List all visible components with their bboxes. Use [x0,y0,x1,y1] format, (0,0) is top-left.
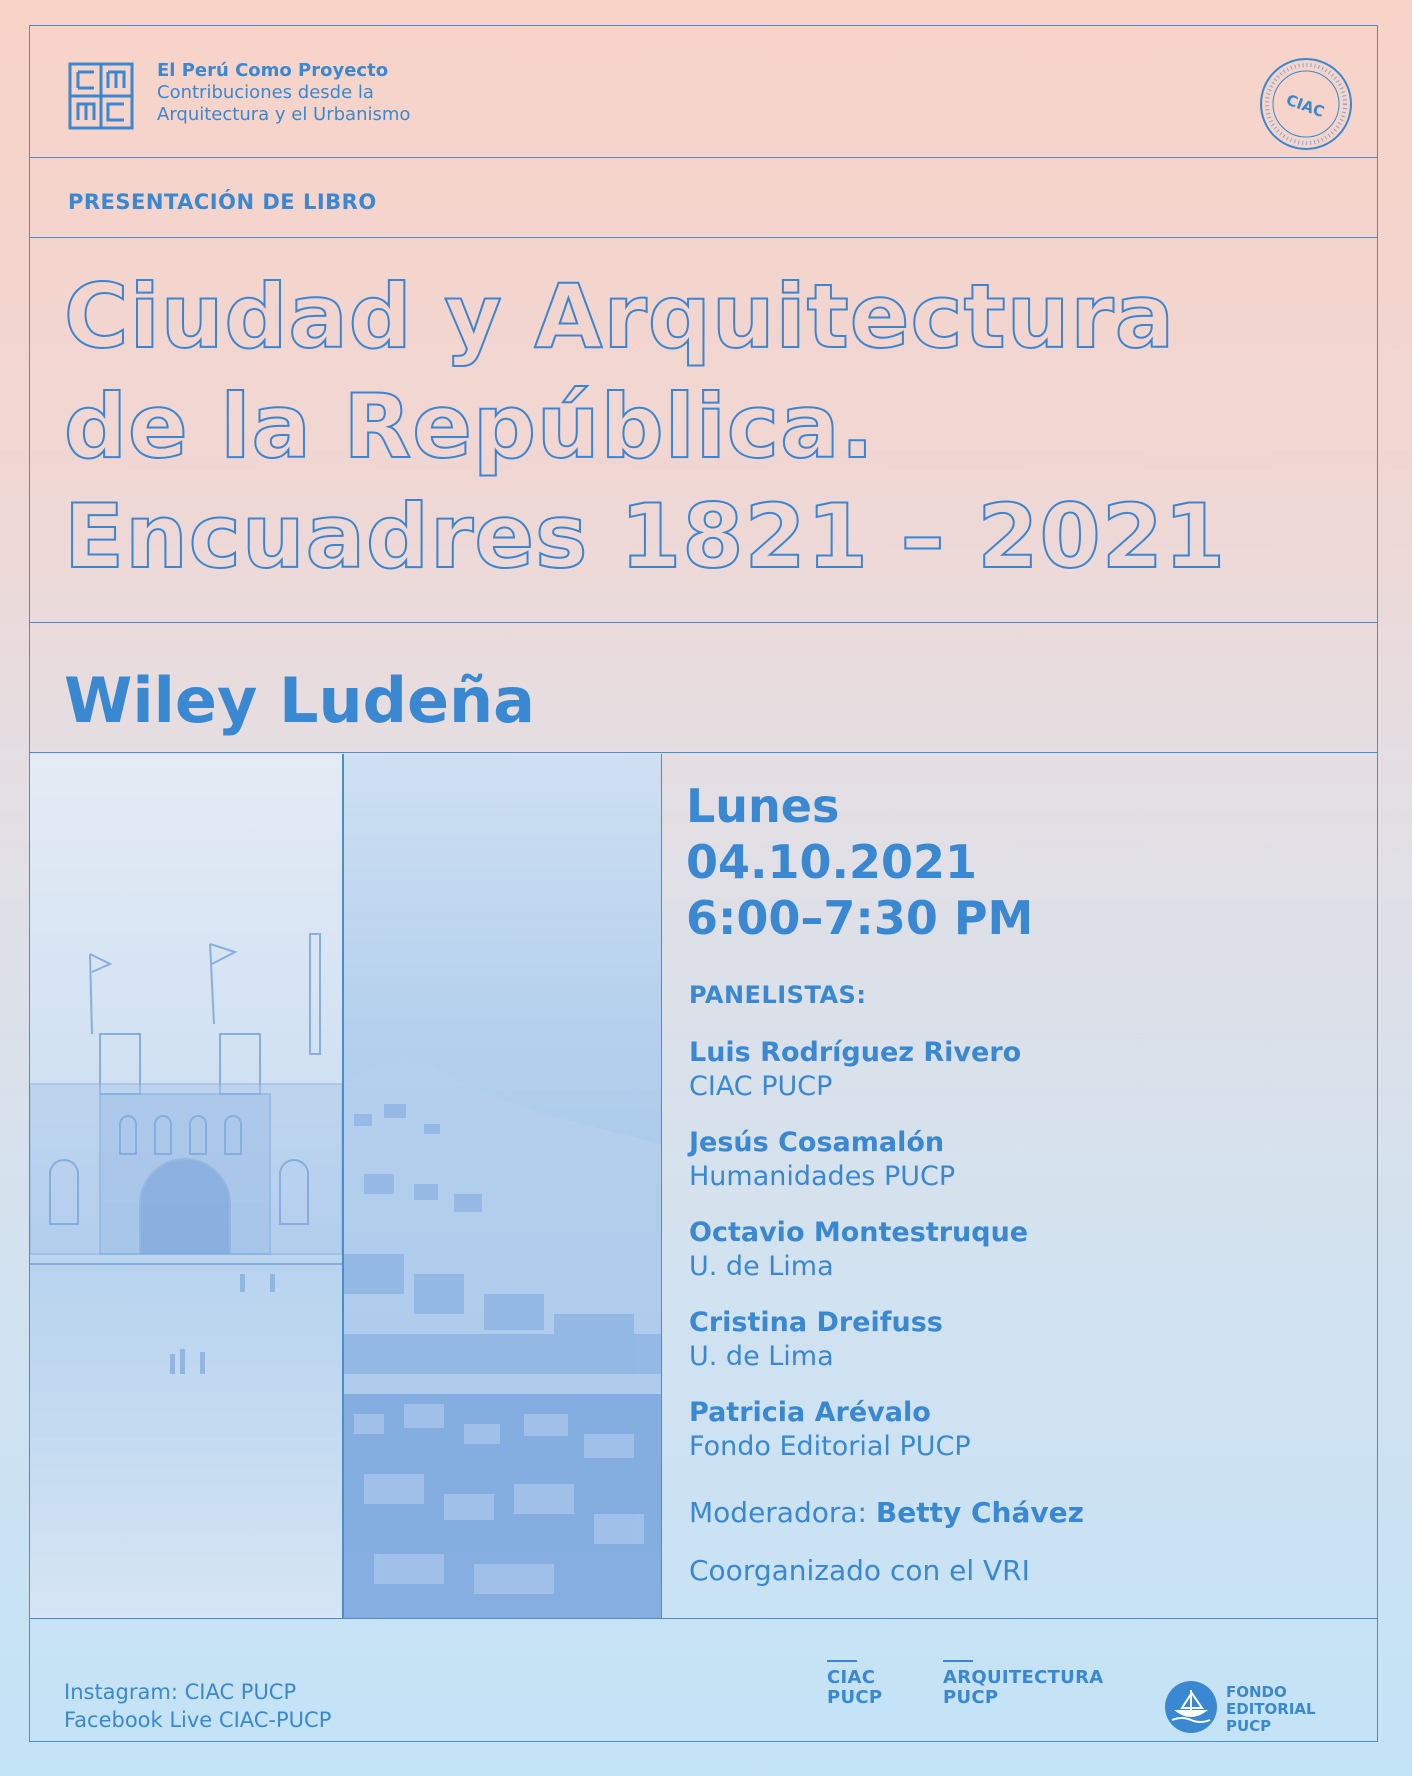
divider [30,237,1377,238]
fondo-editorial-logo: FONDO EDITORIAL PUCP [1226,1683,1316,1735]
moderator [689,1496,1084,1529]
panelist [689,1306,943,1374]
panelist-affiliation: Humanidades PUCP [689,1161,956,1192]
title-line: Ciudad y Arquitectura [64,265,1176,368]
social-links [64,1678,331,1734]
book-title [64,262,1226,592]
facebook-link[interactable]: Facebook Live CIAC-PUCP [64,1708,332,1732]
series-title: El Perú Como Proyecto [157,60,389,81]
panelist [689,1216,1028,1284]
moderator-name: Betty Chávez [875,1496,1084,1529]
panelist-name: Luis Rodríguez Rivero [689,1037,1022,1068]
panelists-heading: PANELISTAS: [689,981,867,1009]
event-day: Lunes [686,779,840,833]
panelist-affiliation: Fondo Editorial PUCP [689,1431,971,1462]
ciac-monogram-icon [68,62,134,130]
section-kicker: PRESENTACIÓN DE LIBRO [68,190,377,214]
hillside-city-image [344,754,661,1618]
panelist-affiliation: CIAC PUCP [689,1071,833,1102]
panelist-name: Octavio Montestruque [689,1217,1029,1248]
title-line: de la República. [64,375,875,478]
divider [30,157,1377,158]
ship-icon [1164,1680,1218,1734]
series-subtitle: Contribuciones desde la [157,82,374,103]
series-subtitle: Arquitectura y el Urbanismo [157,104,411,125]
historic-building-image [30,754,342,1618]
ciac-pucp-logo: CIAC PUCP [827,1660,882,1708]
series-title-block [157,60,410,126]
author-name: Wiley Ludeña [64,664,535,737]
panelist-name: Patricia Arévalo [689,1397,931,1428]
ciac-seal-icon [1258,56,1354,152]
panelist [689,1126,955,1194]
divider [661,754,662,1618]
panelist-name: Jesús Cosamalón [689,1127,945,1158]
title-line: Encuadres 1821 – 2021 [64,485,1227,588]
divider [30,752,1377,753]
divider [30,622,1377,623]
moderator-label: Moderadora: [689,1496,867,1529]
panelist-affiliation: U. de Lima [689,1251,834,1282]
arquitectura-pucp-logo: ARQUITECTURA PUCP [943,1660,1103,1708]
event-datetime [686,778,1033,946]
event-time: 6:00–7:30 PM [686,891,1034,945]
panelist-name: Cristina Dreifuss [689,1307,943,1338]
panelist-affiliation: U. de Lima [689,1341,834,1372]
instagram-link[interactable]: Instagram: CIAC PUCP [64,1680,297,1704]
seal-text: CIAC [1283,90,1327,122]
divider [30,1618,1377,1619]
coorganized-note: Coorganizado con el VRI [689,1554,1030,1587]
event-date: 04.10.2021 [686,835,978,889]
panelist [689,1036,1021,1104]
panelist [689,1396,971,1464]
